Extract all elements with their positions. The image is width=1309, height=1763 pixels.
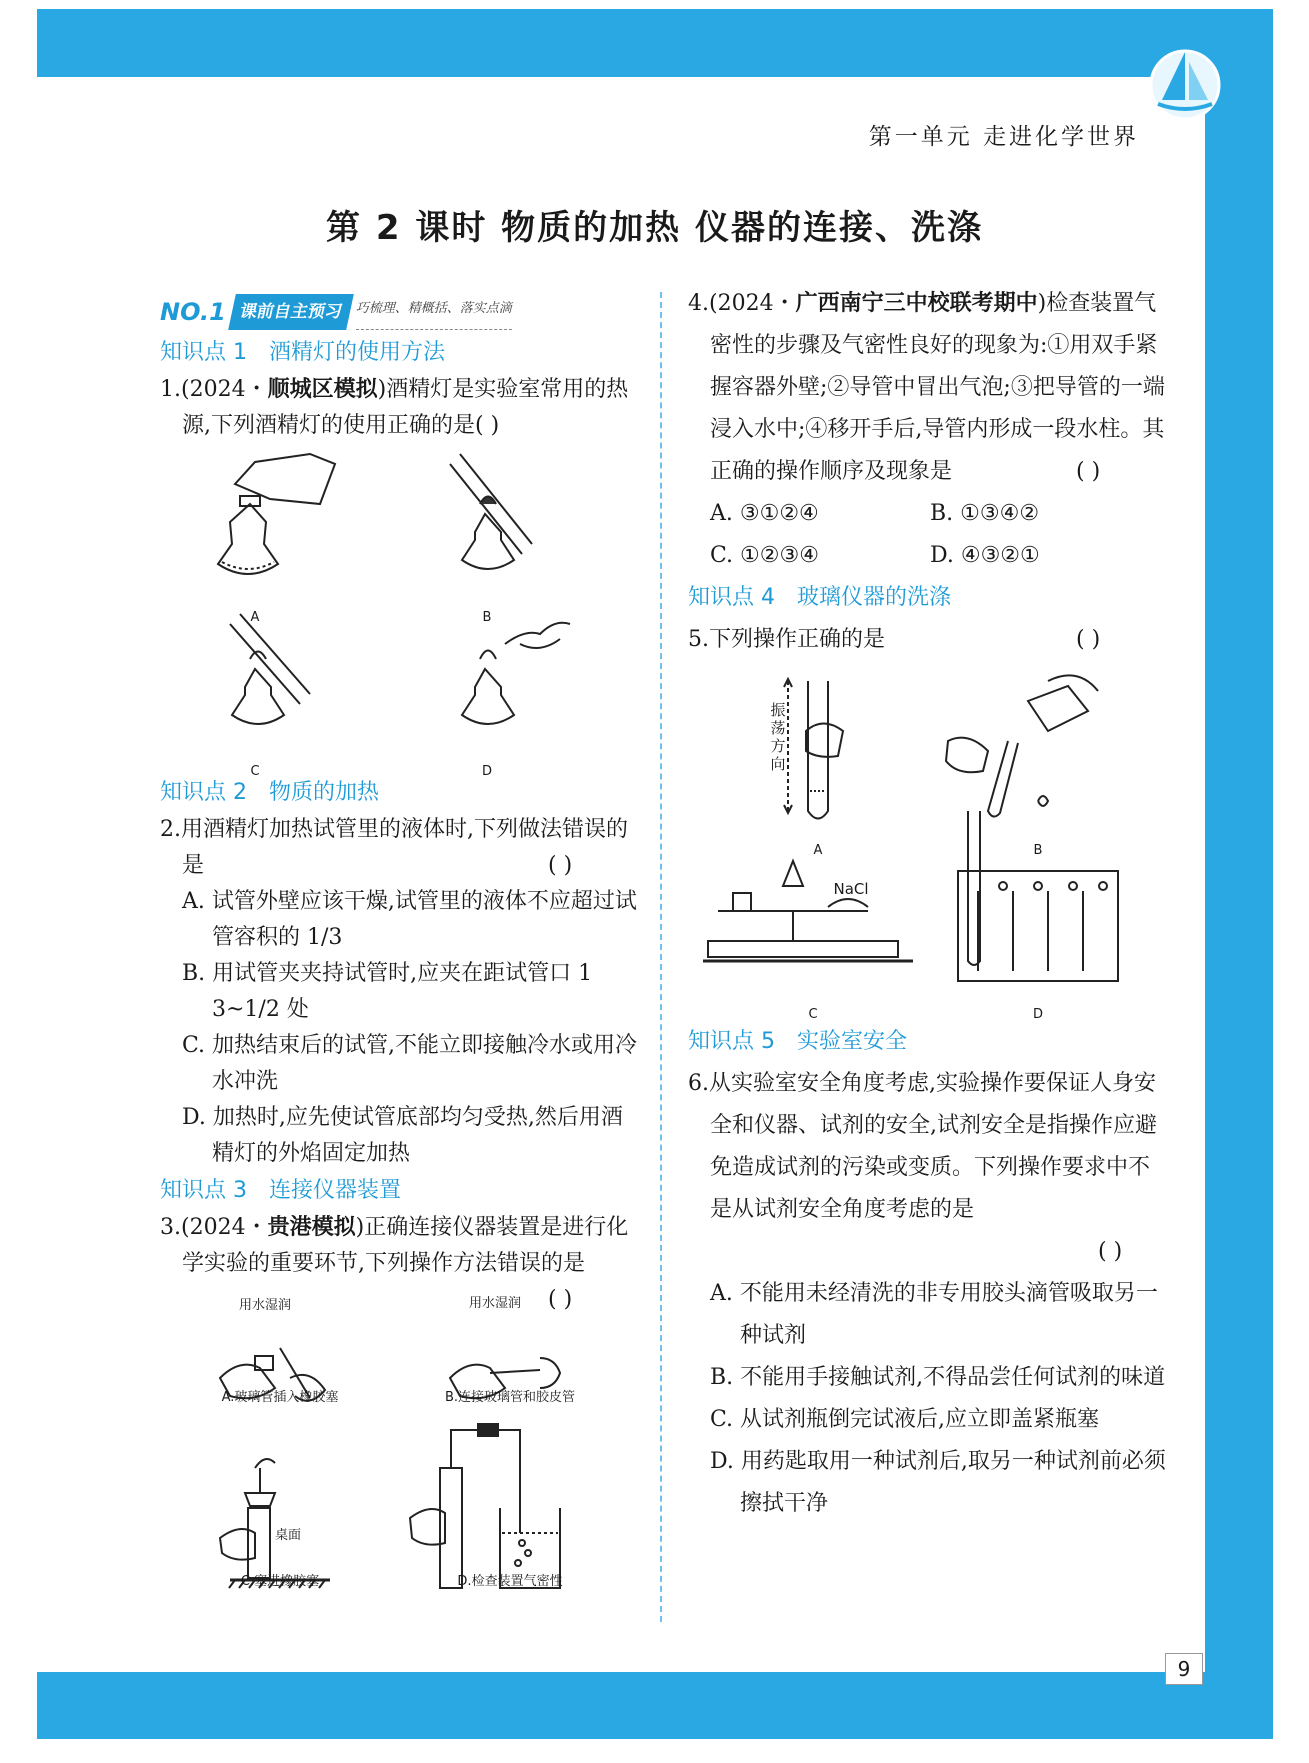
section-header <box>160 290 640 330</box>
q3-caption-a: A.玻璃管插入橡胶塞 <box>221 1390 339 1405</box>
q3-caption-b: B.连接玻璃管和胶皮管 <box>444 1390 576 1405</box>
question-3: 3.(2024・贵港模拟)正确连接仪器装置是进行化学实验的重要环节,下列操作方法错误的是 ( ) <box>160 1215 629 1312</box>
column-divider <box>660 292 662 1622</box>
left-column <box>160 290 640 1589</box>
q5-label-b: B <box>1033 843 1043 858</box>
lesson-title: 第 2 课时 物质的加热 仪器的连接、洗涤 <box>325 208 983 248</box>
q4-options-row-1 <box>688 493 1168 535</box>
knowledge-point-5: 知识点 5 实验室安全 <box>688 1029 908 1054</box>
knowledge-point-4: 知识点 4 玻璃仪器的洗涤 <box>688 585 952 610</box>
q1-label-a: A <box>250 610 260 625</box>
q6-option-a: A. 不能用未经清洗的非专用胶头滴管吸取另一种试剂 <box>710 1281 1158 1348</box>
question-5: 5.下列操作正确的是 ( ) <box>688 627 1101 652</box>
right-band <box>1205 9 1273 1739</box>
q5-label-c: C <box>808 1007 818 1022</box>
q3-desk-label: 桌面 <box>274 1528 301 1543</box>
knowledge-point-2: 知识点 2 物质的加热 <box>160 780 380 805</box>
question-6: 6.从实验室安全角度考虑,实验操作要保证人身安全和仪器、试剂的安全,试剂安全是指操作应避免造成试剂的污染或变质。下列操作要求中不是从试剂安全角度考虑的是 <box>688 1071 1157 1222</box>
sailboat-logo-icon <box>1140 40 1230 120</box>
q6-option-b: B. 不能用手接触试剂,不得品尝任何试剂的味道 <box>710 1365 1166 1390</box>
q6-paren-row: ( ) <box>1098 1239 1123 1264</box>
right-column <box>688 283 1168 1525</box>
q5-shake-label: 振荡方向 <box>770 701 786 773</box>
q4-option-c: C. ①②③④ <box>710 543 819 568</box>
section-label: 课前自主预习 <box>228 294 354 330</box>
q3-figures <box>160 1282 640 1589</box>
q6-option-c: C. 从试剂瓶倒完试液后,应立即盖紧瓶塞 <box>710 1407 1100 1432</box>
q5-label-d: D <box>1032 1007 1043 1022</box>
q4-option-b: B. ①③④② <box>930 501 1040 526</box>
q1-label-c: C <box>250 764 260 779</box>
q2-option-d: D. 加热时,应先使试管底部均匀受热,然后用酒精灯的外焰固定加热 <box>182 1105 623 1166</box>
knowledge-point-1: 知识点 1 酒精灯的使用方法 <box>160 340 446 365</box>
q3-top-label-b: 用水湿润 <box>468 1296 521 1311</box>
q2-option-b: B. 用试管夹夹持试管时,应夹在距试管口 1 3~1/2 处 <box>182 961 593 1022</box>
unit-title: 第一单元 走进化学世界 <box>868 124 1139 150</box>
q1-figures <box>160 444 640 779</box>
question-2: 2.用酒精灯加热试管里的液体时,下列做法错误的是 ( ) <box>160 817 628 878</box>
bottom-band <box>37 1672 1273 1739</box>
question-1: 1.(2024・顺城区模拟)酒精灯是实验室常用的热源,下列酒精灯的使用正确的是( ) <box>160 377 629 438</box>
q5-figures <box>688 661 1168 1021</box>
q1-label-b: B <box>482 610 492 625</box>
q5-nacl-label: NaCl <box>833 880 869 898</box>
washing-figures <box>688 661 1168 1021</box>
q3-top-label-a: 用水湿润 <box>238 1298 291 1313</box>
q2-option-c: C. 加热结束后的试管,不能立即接触冷水或用冷水冲洗 <box>182 1033 638 1094</box>
q4-option-d: D. ④③②① <box>930 543 1040 568</box>
q6-option-d: D. 用药匙取用一种试剂后,取另一种试剂前必须擦拭干净 <box>710 1449 1166 1516</box>
q3-caption-d: D.检查装置气密性 <box>457 1574 563 1589</box>
q4-option-a: A. ③①②④ <box>710 501 819 526</box>
knowledge-point-3: 知识点 3 连接仪器装置 <box>160 1178 402 1203</box>
section-badge: NO.1 <box>160 298 226 326</box>
q1-label-d: D <box>481 764 492 779</box>
section-sub: 巧梳理、精概括、落实点滴 <box>356 291 512 330</box>
q3-caption-c: C.塞进橡胶塞 <box>240 1574 320 1589</box>
q5-label-a: A <box>813 843 823 858</box>
top-band <box>37 9 1273 77</box>
q4-options-row-2 <box>688 535 1168 577</box>
alcohol-lamp-figures <box>160 444 640 774</box>
page-number: 9 <box>1165 1653 1203 1685</box>
question-4: 4.(2024・广西南宁三中校联考期中)检查装置气密性的步骤及气密性良好的现象为:①用双手紧握容器外壁;②导管中冒出气泡;③把导管的一端浸入水中;④移开手后,导管内形成一段水柱。其正确的操作顺序及现象是 ( ) <box>688 291 1165 484</box>
q2-option-a: A. 试管外壁应该干燥,试管里的液体不应超过试管容积的 1/3 <box>182 889 637 950</box>
